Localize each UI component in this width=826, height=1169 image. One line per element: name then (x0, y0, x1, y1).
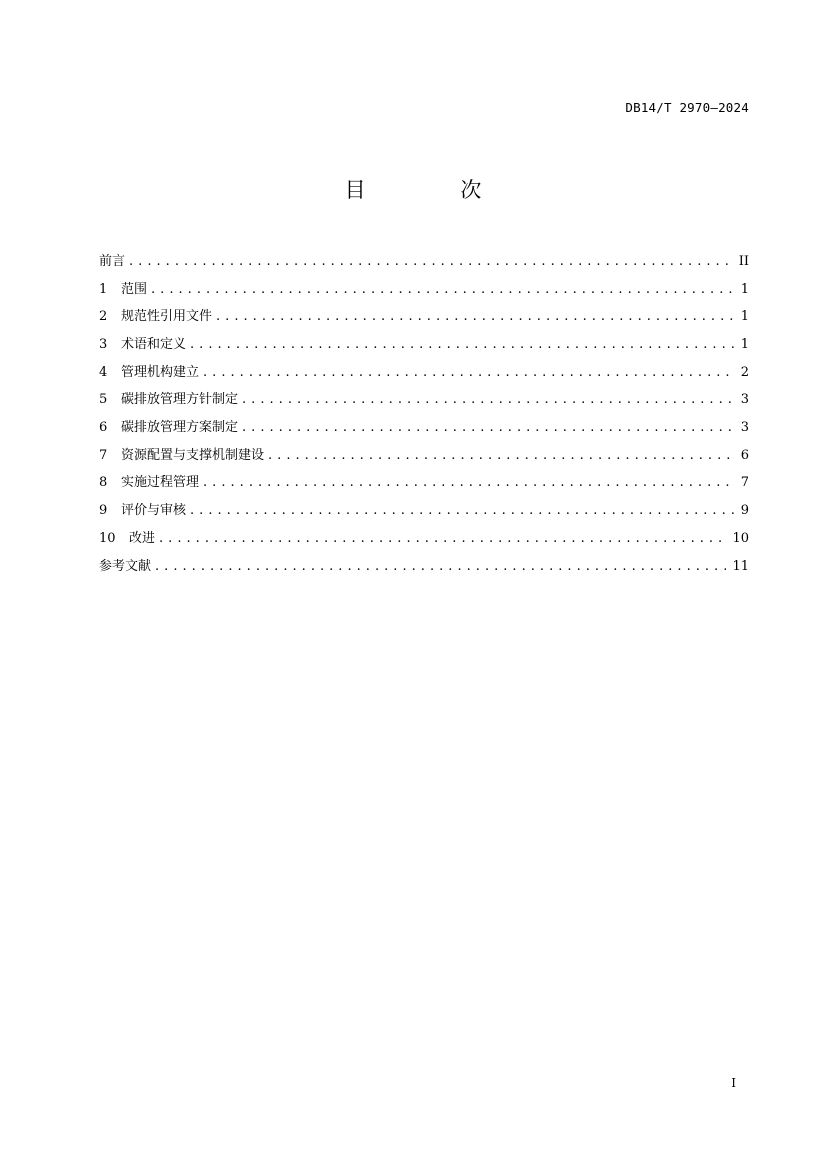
toc-entry-page: 1 (740, 337, 749, 353)
toc-entry-number: 9 (99, 503, 108, 519)
toc-entry-number: 5 (99, 392, 108, 408)
toc-entry-label: 实施过程管理 (121, 475, 200, 491)
toc-entry-terms-definitions[interactable] (99, 331, 749, 359)
toc-entry-foreword[interactable] (99, 248, 749, 276)
toc-entry-label: 规范性引用文件 (121, 309, 213, 325)
toc-leader-dots (155, 553, 726, 581)
toc-entry-improvement[interactable] (99, 525, 749, 553)
toc-entry-label: 碳排放管理方针制定 (121, 392, 239, 408)
toc-entry-page: II (738, 253, 749, 269)
toc-entry-plan[interactable] (99, 414, 749, 442)
toc-entry-page: 9 (740, 503, 749, 519)
toc-entry-label: 资源配置与支撑机制建设 (121, 447, 265, 463)
toc-entry-page: 2 (740, 364, 749, 380)
toc-leader-dots (129, 248, 733, 276)
table-of-contents (99, 248, 749, 580)
toc-leader-dots (242, 414, 735, 442)
toc-entry-resources[interactable] (99, 442, 749, 470)
toc-entry-label: 参考文献 (99, 558, 152, 574)
toc-entry-page: 6 (740, 447, 749, 463)
toc-entry-number: 10 (99, 530, 116, 546)
toc-entry-page: 3 (740, 392, 749, 408)
toc-entry-number: 8 (99, 475, 108, 491)
toc-entry-label: 改进 (129, 530, 156, 546)
toc-entry-management-organization[interactable] (99, 359, 749, 387)
toc-leader-dots (216, 303, 735, 331)
toc-entry-label: 碳排放管理方案制定 (121, 420, 239, 436)
toc-entry-number: 4 (99, 364, 108, 380)
toc-entry-page: 11 (732, 558, 749, 574)
toc-entry-number: 1 (99, 281, 108, 297)
toc-entry-page: 3 (740, 420, 749, 436)
toc-leader-dots (190, 331, 735, 359)
page-number: I (731, 1076, 736, 1090)
toc-entry-scope[interactable] (99, 276, 749, 304)
toc-entry-label: 前言 (99, 253, 126, 269)
toc-entry-bibliography[interactable] (99, 553, 749, 581)
toc-entry-number: 6 (99, 420, 108, 436)
toc-entry-page: 10 (732, 530, 749, 546)
toc-leader-dots (159, 525, 726, 553)
toc-entry-normative-references[interactable] (99, 303, 749, 331)
toc-entry-number: 3 (99, 337, 108, 353)
toc-entry-page: 7 (740, 475, 749, 491)
toc-entry-number: 2 (99, 309, 108, 325)
toc-leader-dots (190, 497, 735, 525)
toc-entry-page: 1 (740, 281, 749, 297)
toc-entry-label: 术语和定义 (121, 337, 187, 353)
toc-entry-number: 7 (99, 447, 108, 463)
toc-title: 目 次 (344, 178, 526, 202)
toc-leader-dots (242, 386, 735, 414)
toc-leader-dots (203, 359, 735, 387)
toc-entry-label: 范围 (121, 281, 148, 297)
toc-leader-dots (151, 276, 735, 304)
toc-entry-label: 评价与审核 (121, 503, 187, 519)
toc-entry-policy[interactable] (99, 386, 749, 414)
toc-entry-label: 管理机构建立 (121, 364, 200, 380)
toc-entry-implementation[interactable] (99, 470, 749, 498)
toc-entry-page: 1 (740, 309, 749, 325)
standard-code: DB14/T 2970—2024 (625, 100, 749, 115)
toc-entry-evaluation[interactable] (99, 497, 749, 525)
toc-leader-dots (268, 442, 735, 470)
toc-leader-dots (203, 469, 735, 497)
